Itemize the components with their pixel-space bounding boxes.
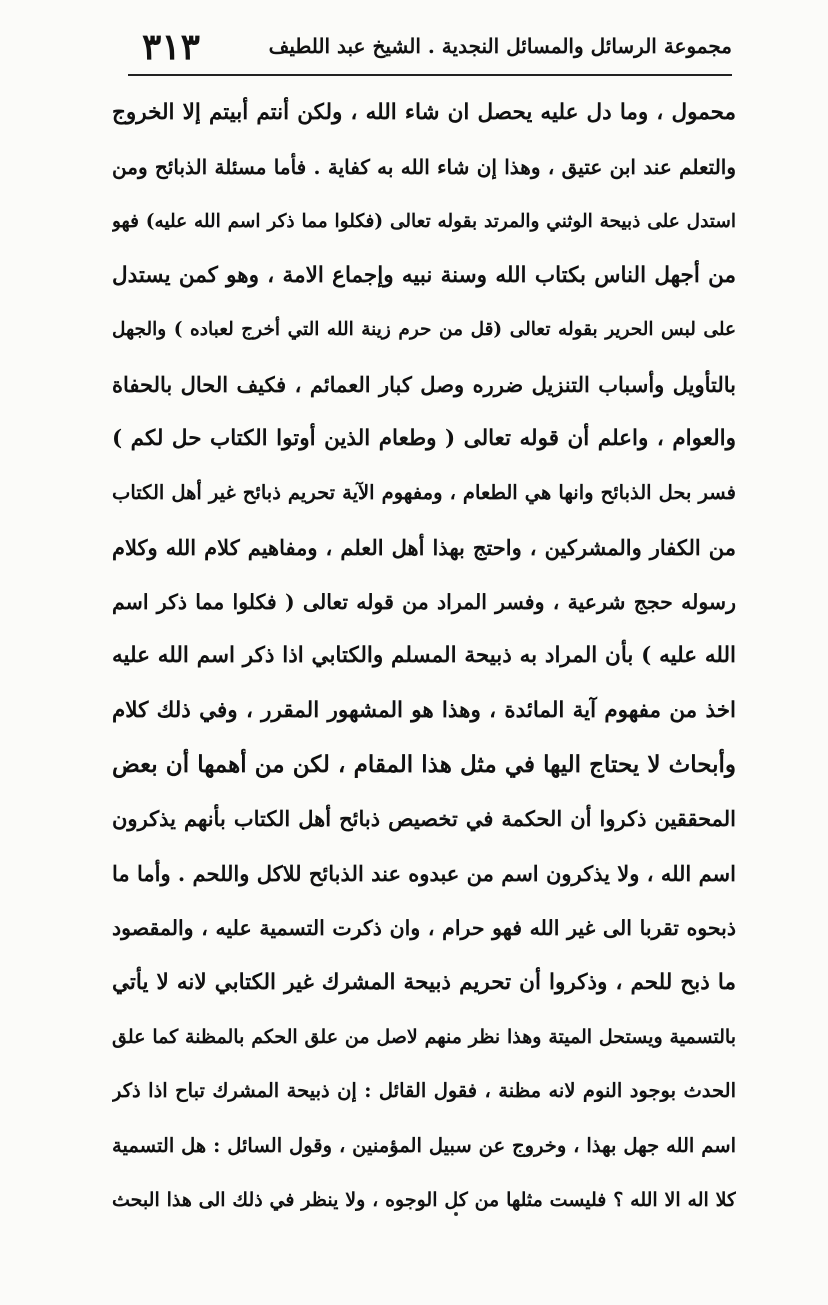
text-line: اسم الله جهل بهذا ، وخروج عن سبيل المؤمنين ، وقول السائل : هل التسمية	[112, 1133, 736, 1157]
text-line: والتعلم عند ابن عتيق ، وهذا إن شاء الله به كفاية . فأما مسئلة الذبائح ومن	[112, 155, 736, 180]
text-line: وأبحاث لا يحتاج اليها في مثل هذا المقام ، لكن من أهمها أن بعض	[112, 751, 736, 779]
text-line: ما ذبح للحم ، وذكروا أن تحريم ذبيحة المشرك غير الكتابي لانه لا يأتي	[112, 969, 736, 995]
text-line: من أجهل الناس بكتاب الله وسنة نبيه وإجماع الامة ، وهو كمن يستدل	[112, 263, 736, 289]
text-line: استدل على ذبيحة الوثني والمرتد بقوله تعالى (فكلوا مما ذكر اسم الله عليه) فهو	[112, 210, 736, 232]
text-line: بالتسمية ويستحل الميتة وهذا نظر منهم لاصل من علق الحكم بالمظنة كما علق	[112, 1025, 736, 1048]
text-line: الله عليه ) بأن المراد به ذبيحة المسلم والكتابي اذا ذكر اسم الله عليه	[112, 643, 736, 669]
text-line: رسوله حجج شرعية ، وفسر المراد من قوله تعالى ( فكلوا مما ذكر اسم	[112, 590, 736, 615]
text-line: فسر بحل الذبائح وانها هي الطعام ، ومفهوم الآية تحريم ذبائح غير أهل الكتاب	[112, 481, 736, 505]
text-line: على لبس الحرير بقوله تعالى (قل من حرم زينة الله التي أخرج لعباده ) والجهل	[112, 319, 736, 341]
header-divider	[128, 74, 732, 76]
text-line: والعوام ، واعلم أن قوله تعالى ( وطعام الذين أوتوا الكتاب حل لكم )	[112, 426, 736, 452]
text-line: ذبحوه تقربا الى غير الله فهو حرام ، وان ذكرت التسمية عليه ، والمقصود	[112, 916, 736, 941]
text-line: المحققين ذكروا أن الحكمة في تخصيص ذبائح أهل الكتاب بأنهم يذكرون	[112, 806, 736, 832]
text-line: من الكفار والمشركين ، واحتج بهذا أهل العلم ، ومفاهيم كلام الله وكلام	[112, 534, 736, 560]
page-number: ٣١٣	[142, 26, 201, 68]
print-speck	[454, 1212, 458, 1216]
body-text	[112, 86, 736, 1227]
text-line: بالتأويل وأسباب التنزيل ضرره وصل كبار العمائم ، فكيف الحال بالحفاة	[112, 371, 736, 397]
text-line: اخذ من مفهوم آية المائدة ، وهذا هو المشهور المقرر ، وفي ذلك كلام	[112, 697, 736, 723]
text-line: اسم الله ، ولا يذكرون اسم من عبدوه عند الذبائح للاكل واللحم . وأما ما	[112, 860, 736, 886]
text-line: كلا اله الا الله ؟ فليست مثلها من كل الوجوه ، ولا ينظر في ذلك الى هذا البحث	[112, 1188, 736, 1211]
running-header	[128, 22, 732, 74]
text-line: الحدث بوجود النوم لانه مظنة ، فقول القائل : إن ذبيحة المشرك تباح اذا ذكر	[112, 1079, 736, 1103]
text-line: محمول ، وما دل عليه يحصل ان شاء الله ، ولكن أنتم أبيتم إلا الخروج	[112, 100, 736, 125]
running-title: مجموعة الرسائل والمسائل النجدية . الشيخ عبد اللطيف	[268, 34, 732, 58]
